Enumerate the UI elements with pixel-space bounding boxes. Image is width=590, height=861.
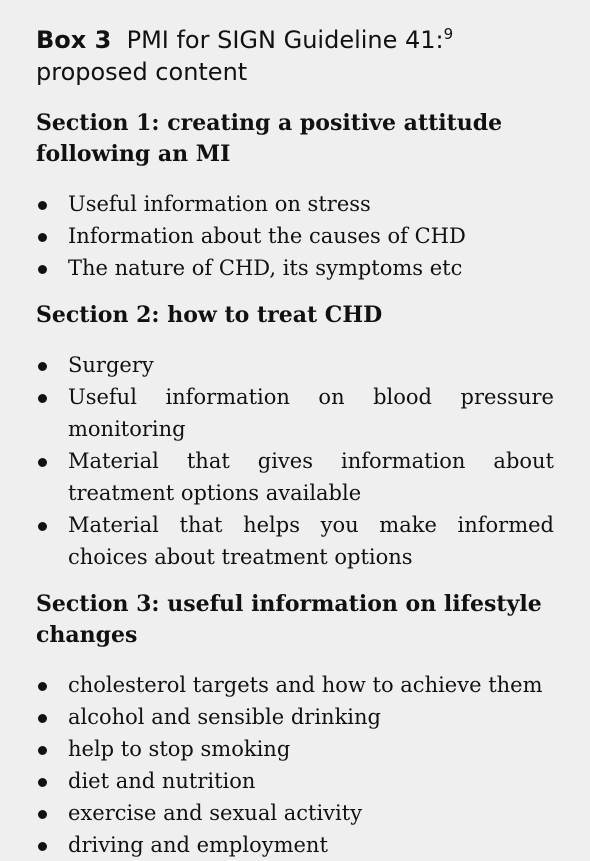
list-item: Information about the causes of CHD	[36, 220, 554, 252]
list-item: exercise and sexual activity	[36, 797, 554, 829]
section-1-list	[36, 188, 554, 284]
list-item: Useful information on blood pressure monitoring	[36, 381, 554, 445]
bullet-icon	[38, 233, 47, 242]
bullet-icon	[38, 458, 47, 467]
list-item: Material that gives information about treatment options available	[36, 445, 554, 509]
bullet-icon	[38, 714, 47, 723]
reference-superscript: 9	[443, 25, 454, 43]
list-item: diet and nutrition	[36, 765, 554, 797]
bullet-icon	[38, 201, 47, 210]
bullet-icon	[38, 522, 47, 531]
box-title-line2: proposed content	[36, 58, 248, 86]
bullet-icon	[38, 778, 47, 787]
list-item: alcohol and sensible drinking	[36, 701, 554, 733]
list-item: driving and employment	[36, 829, 554, 861]
bullet-icon	[38, 265, 47, 274]
list-item: Surgery	[36, 349, 554, 381]
list-item: Useful information on stress	[36, 188, 554, 220]
list-item: cholesterol targets and how to achieve them	[36, 669, 554, 701]
list-item: help to stop smoking	[36, 733, 554, 765]
box-title	[36, 24, 554, 88]
section-1-heading: Section 1: creating a positive attitude following an MI	[36, 110, 503, 167]
bullet-icon	[38, 842, 47, 851]
section-2-heading: Section 2: how to treat CHD	[36, 302, 383, 328]
bullet-icon	[38, 746, 47, 755]
list-item: The nature of CHD, its symptoms etc	[36, 252, 554, 284]
box-title-line1: PMI for SIGN Guideline 41:	[126, 26, 444, 54]
bullet-icon	[38, 810, 47, 819]
bullet-icon	[38, 682, 47, 691]
bullet-icon	[38, 394, 47, 403]
section-2-list	[36, 349, 554, 573]
list-item: Material that helps you make informed choices about treatment options	[36, 509, 554, 573]
bullet-icon	[38, 362, 47, 371]
section-3-list	[36, 669, 554, 861]
section-3-heading: Section 3: useful information on lifestyle changes	[36, 591, 542, 648]
box-label: Box 3	[36, 26, 112, 54]
